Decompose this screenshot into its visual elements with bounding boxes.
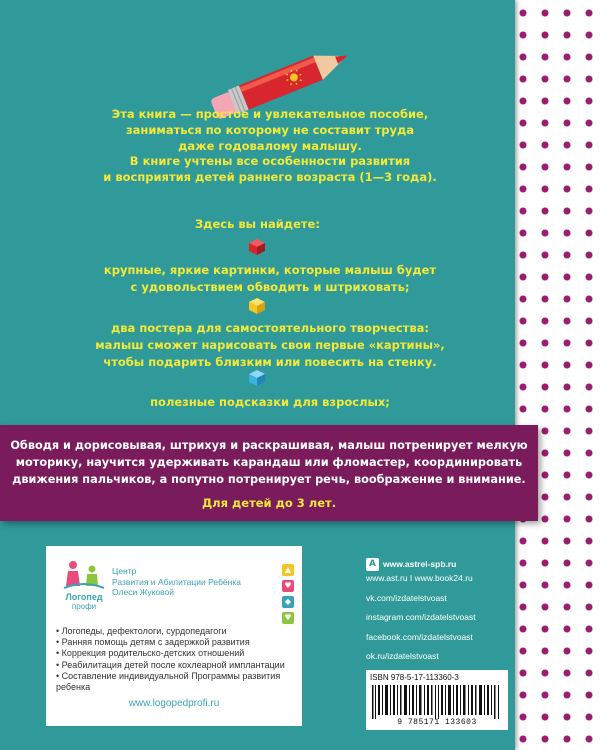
feature-line: полезные подсказки для взрослых; xyxy=(150,395,390,409)
band-text xyxy=(0,437,538,488)
isbn-block xyxy=(366,670,508,730)
intro-line: и восприятия детей раннего возраста (1—3 года). xyxy=(103,170,437,185)
logoped-logo xyxy=(58,556,110,612)
center-line: Центр xyxy=(112,566,137,576)
center-title xyxy=(112,566,241,598)
isbn-title: ISBN 978-5-17-113360-3 xyxy=(370,673,459,682)
vk-icon[interactable]: ▲ xyxy=(282,564,294,576)
intro-line: В книге учтены все особенности развития xyxy=(129,154,411,169)
list-item: • Ранняя помощь детям с задержкой развития xyxy=(56,637,250,648)
yellow-cube-icon xyxy=(248,297,266,315)
center-line: Олеси Жуковой xyxy=(112,587,175,597)
publisher-link[interactable]: facebook.com/izdatelstvoast xyxy=(366,631,473,642)
publisher-link[interactable]: instagram.com/izdatelstvoast xyxy=(366,612,476,622)
feature-item xyxy=(30,320,510,371)
list-item: • Коррекция родительско-детских отношений xyxy=(56,648,245,659)
feature-line: чтобы подарить близким или повесить на стенку. xyxy=(103,355,437,369)
services-list xyxy=(56,626,296,693)
publisher-link[interactable]: ok.ru/izdatelstvoast xyxy=(366,651,439,661)
center-line: Развития и Абилитации Ребёнка xyxy=(112,576,241,587)
barcode xyxy=(372,685,502,719)
svg-text:профи: профи xyxy=(71,602,97,611)
list-item: • Реабилитация детей после кохлеарной имплантации xyxy=(56,659,285,670)
features-heading: Здесь вы найдете: xyxy=(195,217,320,231)
isbn-digits: 9 785171 133603 xyxy=(397,718,477,727)
publisher-link[interactable]: www.ast.ru I www.book24.ru xyxy=(366,573,473,583)
list-item: • Логопеды, дефектологи, сурдопедагоги xyxy=(56,626,227,636)
youtube-icon[interactable]: ♥ xyxy=(282,580,294,592)
dotted-strip xyxy=(512,0,600,750)
feature-line: малыш сможет нарисовать свои первые «картины», xyxy=(95,338,445,352)
band-line: моторику, научится удерживать карандаш или фломастер, координировать xyxy=(15,456,523,469)
card-url[interactable]: www.logopedprofi.ru xyxy=(128,698,220,709)
astrel-url[interactable]: www.astrel-spb.ru xyxy=(383,559,457,569)
intro-line: даже годовалому малышу. xyxy=(178,138,362,153)
band-line: Обводя и дорисовывая, штрихуя и раскрашивая, малыш потренирует мелкую xyxy=(10,439,528,452)
feature-item xyxy=(30,394,510,411)
intro-text xyxy=(60,107,480,186)
feature-line: с удовольствием обводить и штриховать; xyxy=(130,280,410,294)
feature-line: два постера для самостоятельного творчества: xyxy=(110,321,429,335)
publisher-link[interactable]: vk.com/izdatelstvoast xyxy=(366,592,447,603)
list-item: • Составление индивидуальной Программы развития xyxy=(56,670,281,681)
red-cube-icon xyxy=(248,238,266,256)
feature-item xyxy=(30,262,510,296)
intro-line: заниматься по которому не составит труда xyxy=(125,122,415,137)
intro-line: Эта книга — простое и увлекательное пособие, xyxy=(111,107,429,121)
blue-cube-icon xyxy=(248,369,266,387)
instagram-icon[interactable]: ◆ xyxy=(282,596,294,608)
list-item: ребенка xyxy=(56,682,91,693)
age-label: Для детей до 3 лет. xyxy=(201,496,337,510)
astrel-logo-icon: A xyxy=(366,558,379,571)
facebook-icon[interactable]: ♥ xyxy=(282,612,294,624)
band-line: движения пальчиков, а попутно потренирует речь, воображение и внимание. xyxy=(12,473,526,486)
feature-line: крупные, яркие картинки, которые малыш будет xyxy=(103,263,437,277)
logoped-card xyxy=(46,546,302,726)
publisher-links xyxy=(366,569,506,667)
svg-text:Логопед: Логопед xyxy=(65,592,103,602)
